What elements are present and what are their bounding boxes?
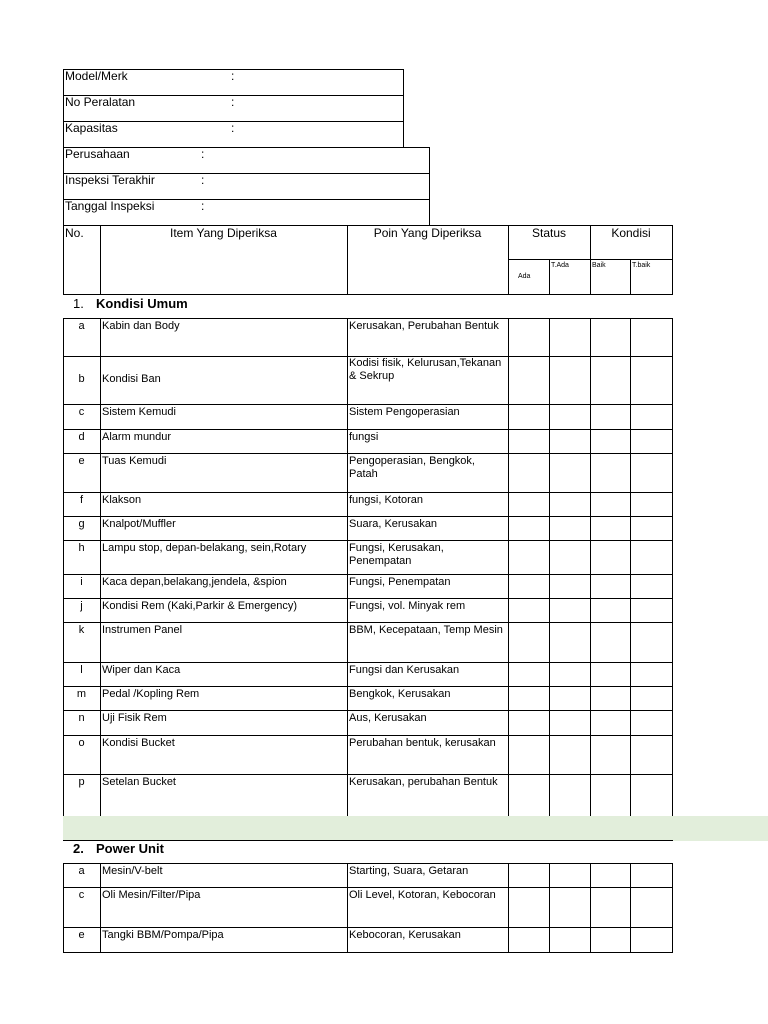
section1-row-i-cell[interactable]	[508, 574, 550, 599]
section1-row-j-cell[interactable]	[630, 598, 673, 623]
info-label: Kapasitas	[65, 121, 118, 135]
section1-row-e-cell[interactable]	[508, 453, 550, 493]
section1-row-g-cell[interactable]	[508, 516, 550, 541]
section1-row-b-cell[interactable]	[508, 356, 550, 405]
row-item: Kaca depan,belakang,jendela, &spion	[102, 576, 287, 588]
section1-row-f-cell[interactable]	[549, 492, 591, 517]
section2-row-a-cell[interactable]	[549, 863, 591, 888]
row-number: c	[78, 406, 85, 418]
row-poin: Starting, Suara, Getaran	[349, 865, 469, 877]
section1-row-o-cell[interactable]	[590, 735, 631, 775]
row-item: Mesin/V-belt	[102, 865, 163, 877]
row-number: j	[80, 600, 83, 612]
section2-row-c-cell[interactable]	[508, 887, 550, 928]
info-colon: :	[201, 199, 205, 213]
section1-row-l-cell[interactable]	[590, 662, 631, 687]
section1-row-h-cell[interactable]	[508, 540, 550, 575]
info-label: Model/Merk	[65, 69, 128, 83]
row-item: Kabin dan Body	[102, 320, 180, 332]
section1-row-h-cell[interactable]	[549, 540, 591, 575]
section1-row-p-cell[interactable]	[549, 774, 591, 817]
info-label: Tanggal Inspeksi	[65, 199, 155, 213]
row-poin: Aus, Kerusakan	[349, 712, 427, 724]
row-poin: BBM, Kecepataan, Temp Mesin	[349, 624, 503, 636]
section1-row-l-cell[interactable]	[549, 662, 591, 687]
info-colon: :	[201, 173, 205, 187]
row-number: p	[78, 776, 85, 788]
row-poin: Bengkok, Kerusakan	[349, 688, 451, 700]
section1-row-a-cell[interactable]	[549, 318, 591, 357]
section2-row-a-cell[interactable]	[508, 863, 550, 888]
row-number: b	[78, 373, 85, 385]
section1-row-o-cell[interactable]	[630, 735, 673, 775]
section1-row-k-cell[interactable]	[630, 622, 673, 663]
section1-row-b-cell[interactable]	[590, 356, 631, 405]
row-poin: Kerusakan, Perubahan Bentuk	[349, 320, 499, 332]
row-item: Tangki BBM/Pompa/Pipa	[102, 929, 224, 941]
section1-row-i-cell[interactable]	[549, 574, 591, 599]
row-poin: Fungsi, vol. Minyak rem	[349, 600, 466, 612]
section1-row-j-cell[interactable]	[508, 598, 550, 623]
section2-row-e-cell[interactable]	[590, 927, 631, 953]
section2-row-c-cell[interactable]	[590, 887, 631, 928]
section1-row-m-cell[interactable]	[630, 686, 673, 711]
section1-row-i-cell[interactable]	[590, 574, 631, 599]
info-label: Inspeksi Terakhir	[65, 173, 155, 187]
row-number: o	[78, 737, 85, 749]
header-item: Item Yang Diperiksa	[170, 226, 277, 240]
section1-row-m-cell[interactable]	[549, 686, 591, 711]
row-item: Sistem Kemudi	[102, 406, 176, 418]
section1-number: 1.	[73, 296, 84, 311]
header-ada: Ada	[518, 273, 531, 280]
section1-row-j-cell[interactable]	[549, 598, 591, 623]
section1-row-k-cell[interactable]	[590, 622, 631, 663]
row-poin: Kebocoran, Kerusakan	[349, 929, 461, 941]
section1-title: Kondisi Umum	[96, 296, 188, 311]
row-item: Kondisi Ban	[102, 373, 161, 385]
section1-row-d-cell[interactable]	[630, 429, 673, 454]
row-item: Oli Mesin/Filter/Pipa	[102, 889, 201, 901]
row-item: Kondisi Bucket	[102, 737, 175, 749]
section2-row-a-cell[interactable]	[590, 863, 631, 888]
section1-row-o-cell[interactable]	[549, 735, 591, 775]
section1-row-e-cell[interactable]	[630, 453, 673, 493]
row-number: m	[76, 688, 87, 700]
row-poin: fungsi, Kotoran	[349, 494, 423, 506]
row-number: c	[78, 889, 85, 901]
section2-row-e-cell[interactable]	[508, 927, 550, 953]
section1-row-a-cell[interactable]	[508, 318, 550, 357]
row-number: n	[78, 712, 85, 724]
section1-row-k-cell[interactable]	[508, 622, 550, 663]
section1-row-l-cell[interactable]	[630, 662, 673, 687]
section1-row-f-cell[interactable]	[630, 492, 673, 517]
section2-row-a-cell[interactable]	[630, 863, 673, 888]
header-poin: Poin Yang Diperiksa	[373, 226, 482, 240]
row-item: Uji Fisik Rem	[102, 712, 167, 724]
section1-row-c-cell[interactable]	[508, 404, 550, 430]
section1-row-g-cell[interactable]	[630, 516, 673, 541]
row-item: Klakson	[102, 494, 142, 506]
header-kondisi: Kondisi	[611, 226, 651, 240]
section1-row-a-cell[interactable]	[630, 318, 673, 357]
header-tbaik: T.baik	[632, 262, 651, 269]
row-poin: Sistem Pengoperasian	[349, 406, 460, 418]
section2-title: Power Unit	[96, 841, 164, 856]
row-number: k	[78, 624, 85, 636]
section1-row-b-cell[interactable]	[549, 356, 591, 405]
row-item: Wiper dan Kaca	[102, 664, 181, 676]
info-label: Perusahaan	[65, 147, 130, 161]
section1-row-i-cell[interactable]	[630, 574, 673, 599]
row-number: h	[78, 542, 85, 554]
row-number: a	[78, 320, 85, 332]
section1-row-g-cell[interactable]	[590, 516, 631, 541]
row-item: Alarm mundur	[102, 431, 172, 443]
section1-row-e-cell[interactable]	[590, 453, 631, 493]
section1-row-c-cell[interactable]	[630, 404, 673, 430]
section1-row-f-cell[interactable]	[508, 492, 550, 517]
row-item: Kondisi Rem (Kaki,Parkir & Emergency)	[102, 600, 298, 612]
row-item: Lampu stop, depan-belakang, sein,Rotary	[102, 542, 307, 554]
section-divider-band	[63, 816, 768, 841]
row-number: e	[78, 455, 85, 467]
section1-row-c-cell[interactable]	[590, 404, 631, 430]
section1-row-j-cell[interactable]	[590, 598, 631, 623]
section1-row-k-cell[interactable]	[549, 622, 591, 663]
info-colon: :	[231, 95, 235, 109]
section1-row-h-cell[interactable]	[630, 540, 673, 575]
header-no: No.	[65, 226, 84, 240]
row-item: Knalpot/Muffler	[102, 518, 176, 530]
section1-row-o-cell[interactable]	[508, 735, 550, 775]
row-poin: Suara, Kerusakan	[349, 518, 438, 530]
section1-row-p-cell[interactable]	[508, 774, 550, 817]
row-poin: Perubahan bentuk, kerusakan	[349, 737, 496, 749]
section1-row-b-cell[interactable]	[630, 356, 673, 405]
row-item: Instrumen Panel	[102, 624, 183, 636]
section2-row-e-cell[interactable]	[549, 927, 591, 953]
row-number: a	[78, 865, 85, 877]
section1-row-c-cell[interactable]	[549, 404, 591, 430]
header-baik: Baik	[592, 262, 606, 269]
section1-row-g-cell[interactable]	[549, 516, 591, 541]
row-poin: Fungsi, Penempatan	[349, 576, 451, 588]
info-colon: :	[231, 69, 235, 83]
row-item: Setelan Bucket	[102, 776, 176, 788]
row-poin: Kodisi fisik, Kelurusan,Tekanan & Sekrup	[349, 357, 502, 382]
section1-row-d-cell[interactable]	[590, 429, 631, 454]
row-number: f	[79, 494, 84, 506]
row-number: l	[80, 664, 83, 676]
section2-row-c-cell[interactable]	[630, 887, 673, 928]
header-tada: T.Ada	[551, 262, 569, 269]
info-colon: :	[201, 147, 205, 161]
section1-row-m-cell[interactable]	[508, 686, 550, 711]
section1-row-d-cell[interactable]	[508, 429, 550, 454]
section1-row-n-cell[interactable]	[630, 710, 673, 736]
row-number: i	[80, 576, 83, 588]
row-number: d	[78, 431, 85, 443]
section1-row-p-cell[interactable]	[590, 774, 631, 817]
row-poin: Pengoperasian, Bengkok, Patah	[349, 455, 475, 480]
section2-row-e-cell[interactable]	[630, 927, 673, 953]
section1-row-n-cell[interactable]	[590, 710, 631, 736]
row-poin: Fungsi dan Kerusakan	[349, 664, 460, 676]
section1-row-p-cell[interactable]	[630, 774, 673, 817]
row-item: Tuas Kemudi	[102, 455, 167, 467]
row-item: Pedal /Kopling Rem	[102, 688, 200, 700]
section2-row-c-cell[interactable]	[549, 887, 591, 928]
row-number: g	[78, 518, 85, 530]
header-status: Status	[531, 226, 567, 240]
row-poin: Fungsi, Kerusakan, Penempatan	[349, 542, 444, 567]
section1-row-h-cell[interactable]	[590, 540, 631, 575]
section1-row-n-cell[interactable]	[508, 710, 550, 736]
section1-row-d-cell[interactable]	[549, 429, 591, 454]
section1-row-f-cell[interactable]	[590, 492, 631, 517]
section1-row-l-cell[interactable]	[508, 662, 550, 687]
row-poin: fungsi	[349, 431, 379, 443]
info-colon: :	[231, 121, 235, 135]
section2-number: 2.	[73, 841, 84, 856]
section1-row-a-cell[interactable]	[590, 318, 631, 357]
info-label: No Peralatan	[65, 95, 136, 109]
section1-row-e-cell[interactable]	[549, 453, 591, 493]
row-poin: Kerusakan, perubahan Bentuk	[349, 776, 498, 788]
section1-row-m-cell[interactable]	[590, 686, 631, 711]
row-poin: Oli Level, Kotoran, Kebocoran	[349, 889, 496, 901]
row-number: e	[78, 929, 85, 941]
section1-row-n-cell[interactable]	[549, 710, 591, 736]
